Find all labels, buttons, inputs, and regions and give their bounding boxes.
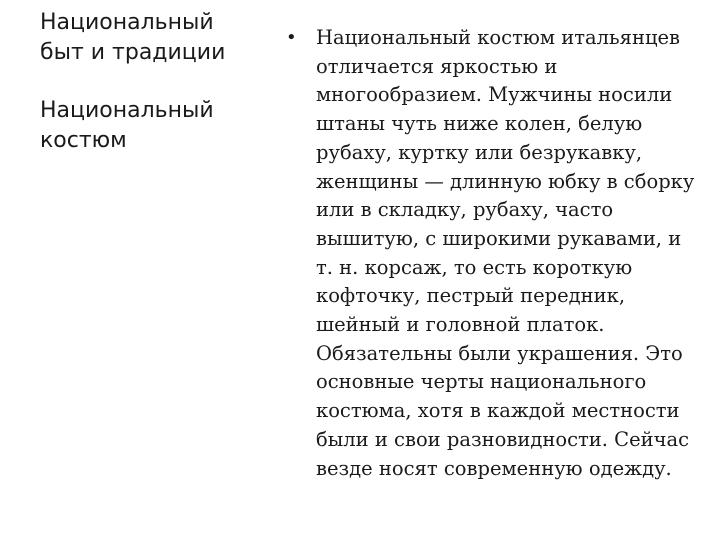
body-paragraph: Национальный костюм итальянцев отличается яркостью и многообразием. Мужчины носили штаны чуть ниже колен, белую рубаху, куртку или безрукавку, женщины — длинную юбку в сборку или в складку, рубаху, часто вышитую, с широкими рукавами, и т. н. корсаж, то есть короткую кофточку, пестрый передник, шейный и головной платок. Обязательны были украшения. Это основные черты национального костюма, хотя в каждой местности были и свои разновидности. Сейчас везде носят современную одежду. bbox=[316, 26, 695, 480]
topic-list bbox=[40, 8, 260, 184]
topic-link-traditions[interactable]: Национальный быт и традиции bbox=[40, 10, 226, 65]
content-area bbox=[286, 24, 696, 483]
topic-link-costume[interactable]: Национальный костюм bbox=[40, 98, 214, 153]
bullet-icon: • bbox=[286, 27, 297, 48]
bullet-item bbox=[286, 24, 696, 483]
